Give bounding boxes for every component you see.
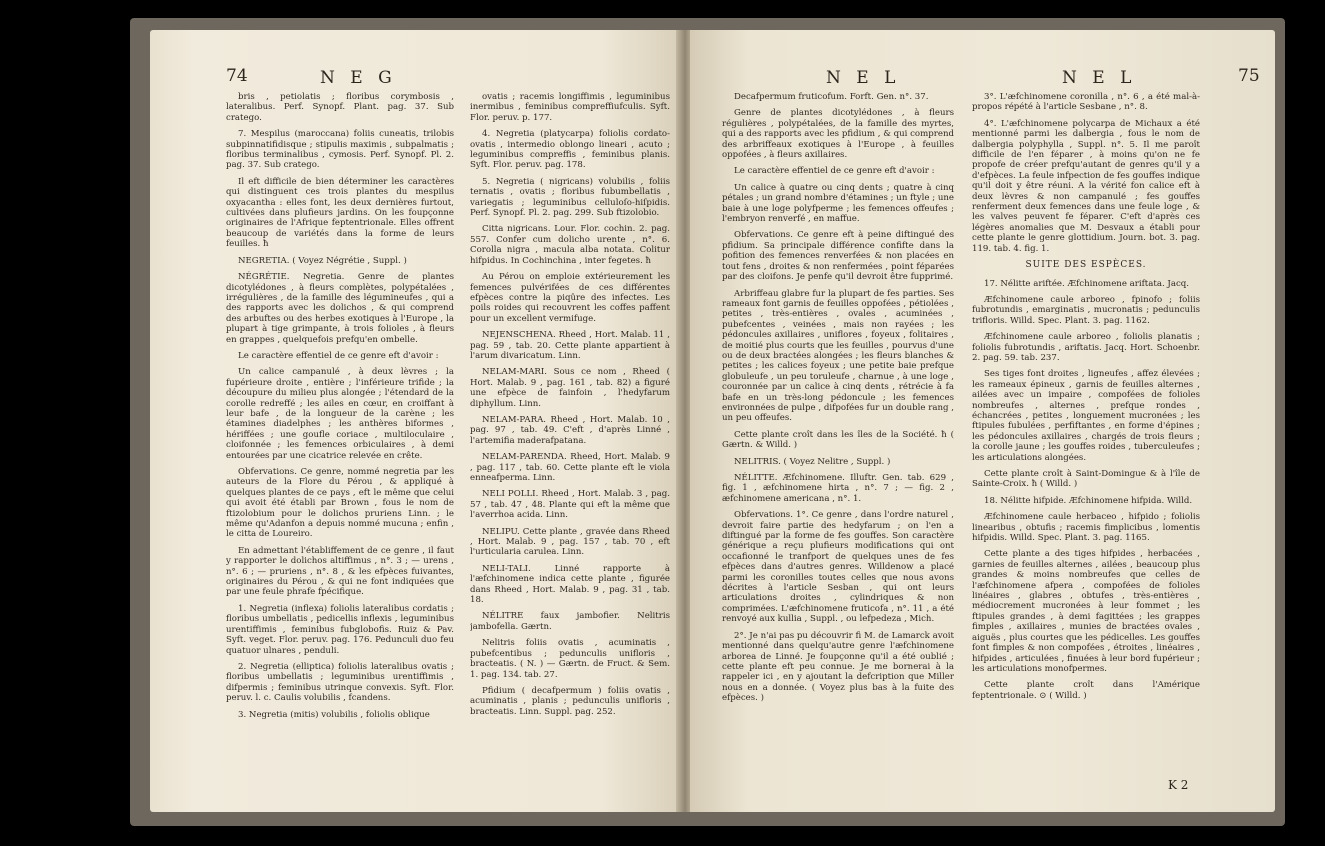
paragraph: En admettant l'établiffement de ce genre , il faut y rapporter le dolichos altiffimus , n°. 3 ; — urens , n°. 6 ; — pruriens , n°. 8 , & les efpèces fuivantes, originaires du Pérou , & qui ne font indiquées que par une feule phrafe fpécifique. [226,545,454,598]
paragraph: Il eft difficile de bien déterminer les caractères qui distinguent ces trois plantes du mespilus oxyacantha : elles font, les deux dernières furtout, cultivées dans plufieurs jardins. On les foupçonne originaires de l'Afrique feptentrionale. Elles offrent beaucoup de variétés dans la forme de leurs feuilles. ħ [226,176,454,250]
paragraph: NELITRIS. ( Voyez Nelitre , Suppl. ) [734,456,891,467]
paragraph: Arbriffeau glabre fur la plupart de fes parties. Ses rameaux font garnis de feuilles oppofées , pétiolées , petites , très-entières , ovales , acuminées , pubefcentes , veinées , mais non rayées ; les pédoncules axillaires , uniflores , foyeux , folitaires , de moitié plus courts que les feuilles , pourvus d'une ou de deux bractées alongées ; les fleurs blanches & petites ; les calices foyeux ; une petite baie prefque globuleufe , un peu toruleufe , charnue , à une loge , couronnée par un calice à cinq dents , rétrécie à fa bafe en un très-long pédoncule ; les femences environnées de pulpe , difpofées fur un double rang , un peu offeufes. [722,288,954,424]
paragraph: Cette plante croît dans l'Amérique feptentrionale. ⊙ ( Willd. ) [972,680,1200,701]
paragraph: Obfervations. Ce genre eft à peine diftingué des pfidium. Sa principale différence confifte dans la pofition des femences renverfées & non placées en tout fens , droites & non renfermées , point féparées par des cloifons. Je penfe qu'il devroit être fupprimé. [722,230,954,283]
paragraph: Un calice campanulé , à deux lèvres ; la fupérieure droite , entière ; l'inférieure trifide ; la découpure du milieu plus alongée ; l'étendard de la corolle redreffé ; les ailes en cœur, en croiffant à leur bafe , de la longueur de la carène ; les étamines diadelphes ; les anthères biformes , hériffées ; une goufle coriace , multiloculaire , cloifonnée ; les femences orbiculaires , à demi entourées par une cicatrice relevée en crête. [226,367,454,461]
paragraph: Æfchinomene caule herbaceo , hifpido ; foliolis linearibus , obtufis ; racemis fimplicibus , lomentis hifpidis. Willd. Spec. Plant. 3. pag. 1165. [972,512,1200,544]
left-page-column-2 [470,92,670,797]
paragraph: 4. Negretia (platycarpa) foliolis cordato-ovatis , intermedio oblongo lineari , acuto ; leguminibus compreffis , feminibus planis. Syft. Flor. peruv. pag. 178. [470,129,670,171]
paragraph: 4°. L'æfchinomene polycarpa de Michaux a été mentionné parmi les dalbergia , fous le nom de dalbergia polyphylla , Suppl. n°. 5. Il me paroît difficile de l'en féparer , à moins qu'on ne fe propofe de créer prefqu'autant de genres qu'il y a d'efpèces. La feule infpection de fes gouffes indique qu'il doit y être réuni. A la vérité fon calice eft à deux lèvres & non campanulé ; fes gouffes renferment deux femences dans une feule loge , & les valves peuvent fe féparer. C'eft d'après ces légères anomalies que M. Desvaux a établi pour cette plante le genre glottidium. Journ. bot. 3. pag. 119. tab. 4. fig. 1. [972,118,1200,254]
paragraph: bris , petiolatis ; floribus corymbosis , lateralibus. Perf. Synopf. Plant. pag. 37. Sub cratego. [226,92,454,123]
paragraph: NEGRETIA. ( Voyez Négrétie , Suppl. ) [238,255,407,266]
signature-mark: K 2 [1168,778,1189,792]
paragraph: 2. Negretia (elliptica) foliolis lateralibus ovatis ; floribus umbellatis ; leguminibus urentiffimis , difpermis ; feminibus utrinque convexis. Syft. Flor. peruv. l. c. Caulis volubilis , fcandens. [226,661,454,704]
running-head-left: N E G [320,68,397,88]
paragraph: Cette plante croît dans les îles de la Société. ħ ( Gærtn. & Willd. ) [722,429,954,451]
paragraph: Obfervations. Ce genre, nommé negretia par les auteurs de la Flore du Pérou , & appliqué à quelques plantes de ce pays , eft le même que celui qui avoit été établi par Brown , fous le nom de ftizolobium pour le dolichos pruriens Linn. ; le même qu'Adanfon a depuis nommé mucuna ; enfin , le citta de Loureiro. [226,467,454,540]
right-page-column-1 [722,92,954,797]
paragraph: NELAM-MARI. Sous ce nom , Rheed ( Hort. Malab. 9 , pag. 161 , tab. 82) a figuré une efpèce de fainfoin , l'hedyfarum diphyllum. Linn. [470,367,670,409]
paragraph: 3°. L'æfchinomene coronilla , n°. 6 , a été mal-à-propos répété à l'article Sesbane , n°. 8. [972,92,1200,113]
paragraph: NELI POLLI. Rheed , Hort. Malab. 3 , pag. 57 , tab. 47 , 48. Plante qui eft la même que l'averrhoa acida. Linn. [470,489,670,521]
paragraph: Æfchinomene caule arboreo , fpinofo ; foliis fubrotundis , emarginatis , mucronatis ; pedunculis trifloris. Willd. Spec. Plant. 3. pag. 1162. [972,294,1200,326]
paragraph: NELIPU. Cette plante , gravée dans Rheed , Hort. Malab. 9 , pag. 157 , tab. 70 , eft l'urticularia carulea. Linn. [470,526,670,558]
paragraph: 5. Negretia ( nigricans) volubilis , foliis ternatis , ovatis ; floribus fubumbellatis , variegatis ; leguminibus celluloſo-hiſpidis. Perf. Synopf. Pl. 2. pag. 299. Sub ftizolobio. [470,176,670,219]
paragraph: Genre de plantes dicotylédones , à fleurs régulières , polypétalées, de la famille des myrtes, qui a des rapports avec les pfidium , & qui comprend des arbriffeaux exotiques à l'Europe , à feuilles oppofées , à fleurs axillaires. [722,108,954,161]
paragraph: NÉLITTE. Æfchinomene. Illuftr. Gen. tab. 629 , fig. 1 , æfchinomene hirta , n°. 7 ; — fig. 2 , æfchinomene americana , n°. 1. [722,473,954,504]
paragraph: Decafpermum fruticofum. Forft. Gen. n°. 37. [734,92,929,102]
paragraph: NELAM-PARENDA. Rheed, Hort. Malab. 9 , pag. 117 , tab. 60. Cette plante eft le viola enneafperma. Linn. [470,452,670,483]
paragraph: NELAM-PARA. Rheed , Hort. Malab. 10 , pag. 97 , tab. 49. C'eft , d'après Linné , l'artemifia maderafpatana. [470,414,670,446]
paragraph: 1. Negretia (inflexa) foliolis lateralibus cordatis ; floribus umbellatis , pedicellis inflexis , leguminibus urentiffimis , feminibus fubglobofis. Ruiz & Pav. Syft. veget. Flor. peruv. pag. 176. Pedunculi duo feu quatuor ulnares , penduli. [226,603,454,656]
paragraph: 7. Mespilus (maroccana) foliis cuneatis, trilobis subpinnatifidisque ; stipulis maximis , subpalmatis ; floribus terminalibus , cymosis. Perf. Synopf. Pl. 2. pag. 37. Sub cratego. [226,129,454,171]
paragraph: Le caractère effentiel de ce genre eft d'avoir : [238,350,439,361]
paragraph: Le caractère effentiel de ce genre eft d'avoir : [734,166,935,177]
paragraph: Æfchinomene caule arboreo , foliolis planatis ; foliolis fubrotundis , ariftatis. Jacq. Hort. Schoenbr. 2. pag. 59. tab. 237. [972,332,1200,363]
paragraph: ovatis ; racemis longiffimis , leguminibus inermibus , feminibus compreffiufculis. Syft. Flor. peruv. p. 177. [470,92,670,123]
paragraph: 17. Nélitte ariftée. Æfchinomene ariftata. Jacq. [984,278,1190,289]
paragraph: SUITE DES ESPÈCES. [1025,260,1147,271]
paragraph: Obfervations. 1°. Ce genre , dans l'ordre naturel , devroit faire partie des hedyfarum ; on l'en a diftingué par la forme de fes gouffes. Son caractère générique a reçu plufieurs modifications qui ont occafionné le tranfport de quelques unes de fes efpèces dans d'autres genres. Willdenow a placé parmi les coronilles toutes celles que nous avons décrites à l'article Sesban , qui ont leurs articulations droites , cylindriques & non comprimées. L'æfchinomene fruticofa , n°. 11 , a été renvoyé aux kullia , Suppl. , ou lefpedeza , Mich. [722,510,954,625]
left-page [150,30,680,812]
right-page-column-2 [972,92,1200,797]
paragraph: Ses tiges font droites , ligneufes , affez élevées ; les rameaux épineux , garnis de feuilles alternes , ailées avec un impaire , compofées de folioles nombreufes , alternes , prefque rondes , échancrées , petites , longuement mucronées ; les ftipules fubulées , perfiftantes , en forme d'épines ; les pédoncules axillaires , chargés de trois fleurs ; la corolle jaune ; les gouffes roides , tuberculeufes ; les articulations alongées. [972,369,1200,463]
paragraph: Cette plante a des tiges hifpides , herbacées , garnies de feuilles alternes , ailées , beaucoup plus grandes & moins nombreufes que celles de l'æfchinomene afpera , compofées de folioles linéaires , glabres , obtufes , très-entières , médiocrement mucronées à leur fommet ; les ftipules grandes , à demi fagittées ; les grappes fimples , axillaires , munies de bractées ovales , aiguës , plus courtes que les pédicelles. Les gouffes font fimples & non compofées , étroites , linéaires , hifpides , articulées , finuées à leur bord fupérieur ; les articulations monofpermes. [972,549,1200,674]
paragraph: Nelitris foliis ovatis , acuminatis , pubefcentibus ; pedunculis unifloris , bracteatis. ( N. ) — Gærtn. de Fruct. & Sem. 1. pag. 134. tab. 27. [470,638,670,680]
running-head-right-1: N E L [826,68,901,88]
paragraph: Au Pérou on emploie extérieurement les femences pulvérifées de ces différentes efpèces contre la piqûre des infectes. Les poils roides qui recouvrent les coffes paffent pour un excellent vermifuge. [470,272,670,324]
paragraph: NÉGRÉTIE. Negretia. Genre de plantes dicotylédones , à fleurs complètes, polypétalées , irrégulières , de la famille des légumineufes , qui a des rapports avec les dolichos , & qui comprend des arbuftes ou des herbes exotiques à l'Europe , la plupart à tige grimpante, à trois folioles , à fleurs en grappes , quelquefois prefqu'en ombelle. [226,272,454,345]
running-head-right-2: N E L [1062,68,1137,88]
paragraph: 3. Negretia (mitis) volubilis , foliolis oblique [238,709,430,720]
paragraph: Un calice à quatre ou cinq dents ; quatre à cinq pétales ; un grand nombre d'étamines ; un ftyle ; une baie à une loge polyfperme ; les femences offeufes ; l'embryon renverfé , en maffue. [722,182,954,225]
page-number-left: 74 [226,66,248,86]
paragraph: Pfidium ( decafpermum ) foliis ovatis , acuminatis , planis ; pedunculis unifloris , bracteatis. Linn. Suppl. pag. 252. [470,685,670,717]
paragraph: NÉLITRE faux jambofier. Nelitris jambofella. Gærtn. [470,611,670,632]
page-number-right: 75 [1238,66,1260,86]
paragraph: Citta nigricans. Lour. Flor. cochin. 2. pag. 557. Confer cum dolicho urente , n°. 6. Corolla nigra , macula alba notata. Colitur hifpidus. In Cochinchina , inter fegetes. ħ [470,224,670,266]
paragraph: Cette plante croît à Saint-Domingue & à l'île de Sainte-Croix. ħ ( Willd. ) [972,469,1200,490]
paragraph: NELI-TALI. Linné rapporte à l'æfchinomene indica cette plante , figurée dans Rheed , Hort. Malab. 9 , pag. 31 , tab. 18. [470,563,670,606]
paragraph: 18. Nélitte hifpide. Æfchinomene hifpida. Willd. [984,495,1193,506]
paragraph: 2°. Je n'ai pas pu découvrir fi M. de Lamarck avoit mentionné dans quelqu'autre genre l'æfchinomene arborea de Linné. Je foupçonne qu'il a été oublié ; cette plante eft peu connue. Je me bornerai à la rappeler ici , en y ajoutant la defcription que Miller nous en a donnée. ( Voyez plus bas à la fuite des efpèces. ) [722,630,954,704]
left-page-column-1 [226,92,454,797]
paragraph: NEJENSCHENA. Rheed , Hort. Malab. 11 , pag. 59 , tab. 20. Cette plante appartient à l'arum divaricatum. Linn. [470,330,670,361]
right-page [690,30,1275,812]
